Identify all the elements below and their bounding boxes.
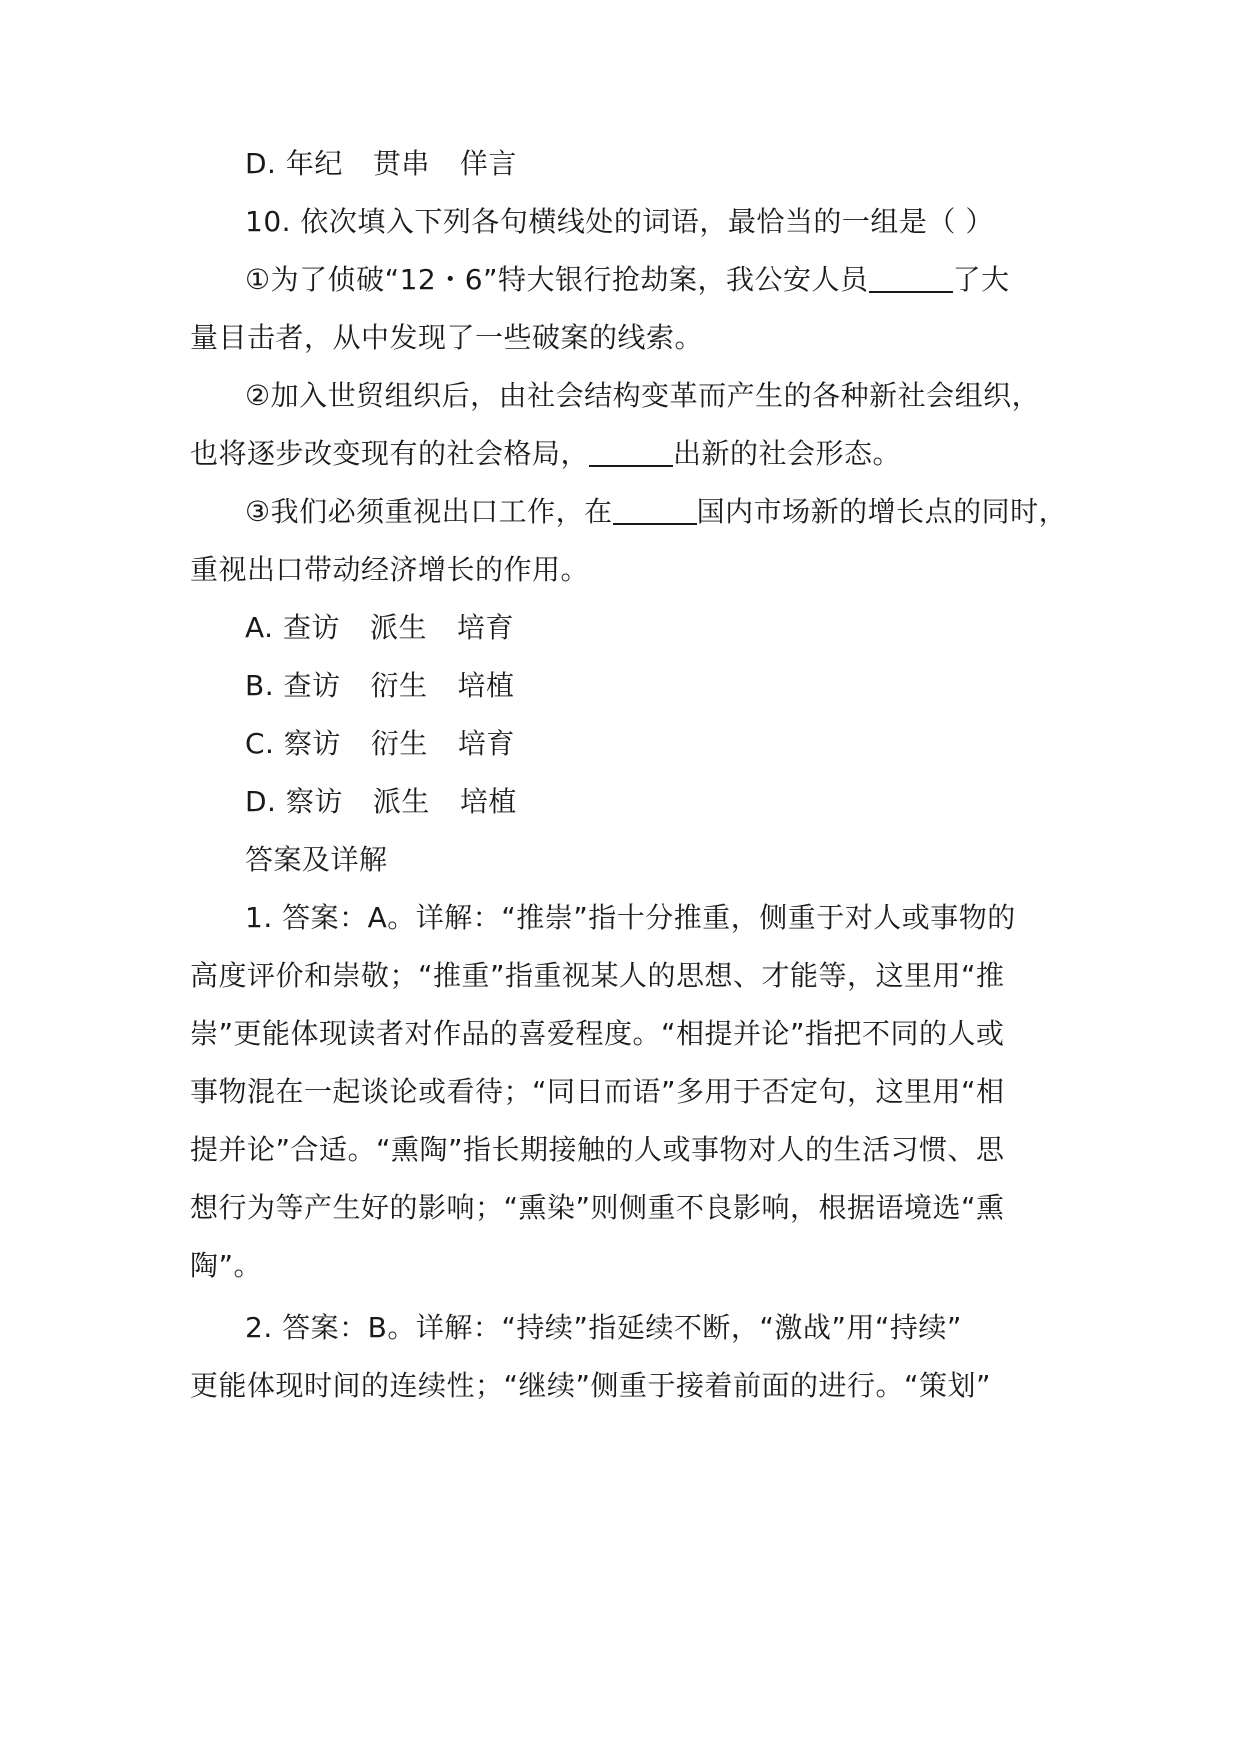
option-word-3: 佯言 xyxy=(459,147,517,180)
sentence-text: ③我们必须重视出口工作，在 xyxy=(245,495,613,528)
answers-heading: 答案及详解 xyxy=(245,843,388,876)
option-letter: B. xyxy=(245,669,275,702)
option-word-2: 衍生 xyxy=(370,669,428,702)
fill-blank-2 xyxy=(589,437,673,467)
q10-sentence-3-line-2: 重视出口带动经济增长的作用。 xyxy=(190,553,590,586)
q10-option-c xyxy=(245,724,1070,764)
answer-2-line: 2. 答案：B。详解：“持续”指延续不断，“激战”用“持续” xyxy=(245,1311,962,1344)
answer-1-line: 陶”。 xyxy=(190,1249,263,1282)
q10-option-a xyxy=(245,608,1070,648)
q10-stem: 10. 依次填入下列各句横线处的词语，最恰当的一组是（ ） xyxy=(245,205,994,238)
option-word-3: 培植 xyxy=(459,785,517,818)
answer-1-line: 事物混在一起谈论或看待；“同日而语”多用于否定句，这里用“相 xyxy=(190,1075,1005,1108)
option-word-1: 查访 xyxy=(282,611,340,644)
option-word-3: 培育 xyxy=(457,727,515,760)
sentence-text: ①为了侦破“12・6”特大银行抢劫案，我公安人员 xyxy=(245,263,869,296)
q10-option-b xyxy=(245,666,1070,706)
option-word-1: 察访 xyxy=(285,785,343,818)
q10-sentence-3-line-1 xyxy=(245,492,1070,532)
q10-sentence-2-line-2 xyxy=(190,434,1070,474)
sentence-text: 出新的社会形态。 xyxy=(673,437,902,470)
fill-blank-1 xyxy=(869,263,953,293)
option-word-2: 贯串 xyxy=(372,147,430,180)
fill-blank-3 xyxy=(613,495,697,525)
option-word-2: 派生 xyxy=(369,611,427,644)
sentence-text: 了大 xyxy=(952,263,1010,296)
answer-1-line: 1. 答案：A。详解：“推崇”指十分推重，侧重于对人或事物的 xyxy=(245,901,1016,934)
option-word-2: 衍生 xyxy=(370,727,428,760)
option-word-1: 年纪 xyxy=(285,147,343,180)
answer-1-line: 想行为等产生好的影响；“熏染”则侧重不良影响，根据语境选“熏 xyxy=(190,1191,1005,1224)
option-letter: D. xyxy=(245,147,277,180)
q10-sentence-2-line-1: ②加入世贸组织后，由社会结构变革而产生的各种新社会组织， xyxy=(245,379,1041,412)
option-word-2: 派生 xyxy=(372,785,430,818)
answer-1-line: 崇”更能体现读者对作品的喜爱程度。“相提并论”指把不同的人或 xyxy=(190,1017,1005,1050)
q9-option-d xyxy=(245,144,1070,184)
sentence-text: 也将逐步改变现有的社会格局， xyxy=(190,437,590,470)
q10-option-d xyxy=(245,782,1070,822)
q10-sentence-1-line-1 xyxy=(245,260,1070,300)
option-letter: C. xyxy=(245,727,275,760)
answer-1-line: 提并论”合适。“熏陶”指长期接触的人或事物对人的生活习惯、思 xyxy=(190,1133,1005,1166)
sentence-text: 国内市场新的增长点的同时， xyxy=(696,495,1068,528)
option-word-1: 查访 xyxy=(283,669,341,702)
option-word-3: 培育 xyxy=(457,611,515,644)
answer-2-line: 更能体现时间的连续性；“继续”侧重于接着前面的进行。“策划” xyxy=(190,1369,992,1402)
answer-1-line: 高度评价和崇敬；“推重”指重视某人的思想、才能等，这里用“推 xyxy=(190,959,1005,992)
q10-sentence-1-line-2: 量目击者，从中发现了一些破案的线索。 xyxy=(190,321,704,354)
option-word-3: 培植 xyxy=(457,669,515,702)
option-word-1: 察访 xyxy=(283,727,341,760)
option-letter: D. xyxy=(245,785,277,818)
option-letter: A. xyxy=(245,611,274,644)
